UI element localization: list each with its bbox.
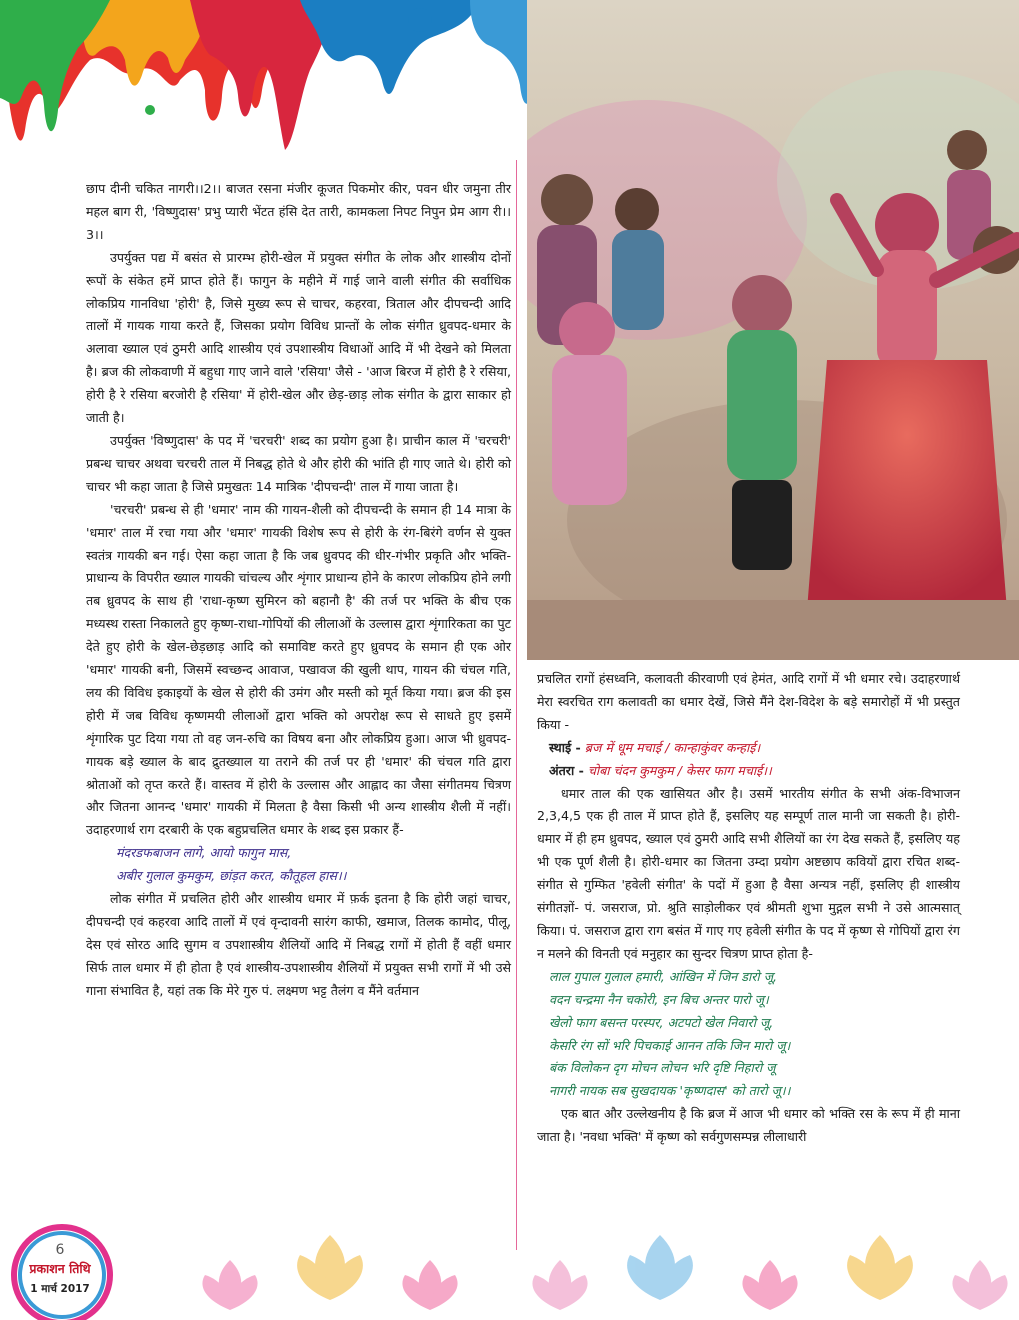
paragraph: उपर्युक्त 'विष्णुदास' के पद में 'चरचरी' शब्द का प्रयोग हुआ है। प्राचीन काल में 'चरचरी' प्रबन्ध चाचर अथवा चरचरी ताल में निबद्ध होते थे और होरी की भांति ही गाए जाते थे। होरी को चाचर भी कहा जाता है जिसे प्रमुखतः 14 मात्रिक 'दीपचन्दी' ताल में गाया जाता है।	[86, 432, 511, 494]
lotus-footer	[0, 1180, 1019, 1320]
verse-block	[86, 842, 511, 888]
holi-dance-photo	[527, 0, 1019, 660]
right-column	[537, 668, 960, 1149]
antara-label: अंतरा -	[549, 762, 584, 778]
verse-line: खेलो फाग बसन्त परस्पर, अटपटो खेल निवारो जू,	[549, 1014, 774, 1030]
antara-text: चोबा चंदन कुमकुम / केसर फाग मचाई।।	[587, 762, 772, 778]
publication-date: 1 मार्च 2017	[30, 1283, 90, 1295]
paragraph: 'चरचरी' प्रबन्ध से ही 'धमार' नाम की गायन-शैली को दीपचन्दी के समान ही 14 मात्रा के 'धमार' ताल में रचा गया और 'धमार' गायकी विशेष रूप से होरी के रंग-बिरंगे वर्णन से युक्त स्वतंत्र गायकी बन गई। ऐसा कहा जाता है कि जब ध्रुवपद की धीर-गंभीर प्रकृति और भक्ति-प्राधान्य के विपरीत ख्याल गायकी चांचल्य और शृंगार प्राधान्य होने के कारण लोकप्रिय होने लगी तब ध्रुवपद के साथ ही 'राधा-कृष्ण सुमिरन को बहानौ है' की तर्ज पर भक्ति के बीच एक मध्यस्थ रास्ता निकालते हुए कृष्ण-राधा-गोपियों की लीलाओं के उल्लास द्वारा शृंगारिकता का पुट देते हुए होरी के खेल-छेड़छाड़ आदि को समाविष्ट करते हुए ध्रुवपद के समान ही एक ओर 'धमार' गायकी बनी, जिसमें स्वच्छन्द आवाज, पखावज की खुली थाप, गायन की चंचल गति, लय की विविध इकाइयों के खेल से होरी की उमंग और मस्ती को मूर्त किया गया। ब्रज की इस होरी में जब विविध कृष्णमयी लीलाओं द्वारा भक्ति को अपरोक्ष रूप से साधते हुए इसमें शृंगारिक पुट दिया गया तो वह जन-रुचि का विषय बना और लोकप्रिय हुआ। आज भी ध्रुवपद-गायक बड़े ख्याल के बाद द्रुतख्याल या तराने की तर्ज पर ही 'धमार' की चंचल गति द्वारा श्रोताओं को तृप्त करते हैं। वास्तव में होरी के उल्लास और आह्लाद का जैसा संगीतमय चित्रण और जितना आनन्द 'धमार' गायकी में मिलता है वैसा किसी भी अन्य शास्त्रीय शैली में नहीं। उदाहरणार्थ राग दरबारी के एक बहुप्रचलित धमार के शब्द इस प्रकार हैं-	[86, 501, 511, 838]
column-divider	[516, 160, 517, 1250]
verse-line: बंक विलोकन दृग मोचन लोचन भरि दृष्टि निहारो जू	[549, 1060, 776, 1076]
verse-line: वदन चन्द्रमा नैन चकोरी, इन बिच अन्तर पारो जू।	[549, 991, 769, 1007]
photo-illustration	[527, 0, 1019, 660]
page-number: 6	[55, 1242, 65, 1258]
left-column	[86, 178, 511, 1003]
verse-line: मंदरडफबाजन लागे, आयो फागुन मास,	[116, 845, 292, 861]
sthayi-label: स्थाई -	[549, 739, 581, 755]
paragraph: छाप दीनी चकित नागरी।।2।। बाजत रसना मंजीर कूजत पिकमोर कीर, पवन धीर जमुना तीर महल बाग री, 'विष्णुदास' प्रभु प्यारी भेंटत हंसि देत तारी, कामकला निपट निपुन प्रेम आग री।।3।।	[86, 181, 511, 242]
paragraph: धमार ताल की एक खासियत और है। उसमें भारतीय संगीत के सभी अंक-विभाजन 2,3,4,5 एक ही ताल में प्राप्त होते हैं, इसलिए यह सम्पूर्ण ताल मानी जा सकती है। होरी-धमार में ही हम ध्रुवपद, ख्याल एवं ठुमरी आदि सभी शैलियों का रंग देख सकते हैं, इसलिए यह भी एक पूर्ण शैली है। होरी-धमार का जितना उम्दा प्रयोग अष्टछाप कवियों द्वारा रचित शब्द-संगीत से गुम्फित 'हवेली संगीत' के पदों में हुआ है वैसा अन्यत्र नहीं, इसलिए ही शास्त्रीय संगीतज्ञों- पं. जसराज, प्रो. श्रुति साड़ोलीकर एवं श्रीमती शुभा मुद्गल सभी ने उसे आत्मसात् किया। पं. जसराज द्वारा राग बसंत में गाए गए हवेली संगीत के पद में कृष्ण से गोपियों द्वारा रंग न मलने की विनती एवं मनुहार का सुन्दर चित्रण प्राप्त होता है-	[537, 785, 960, 961]
verse-line: अबीर गुलाल कुमकुम, छांड़त करत, कौतूहल हास।।	[116, 868, 347, 884]
verse-line: लाल गुपाल गुलाल हमारी, आंखिन में जिन डारो जू,	[549, 968, 778, 984]
antara-line	[537, 760, 960, 783]
paragraph: प्रचलित रागों हंसध्वनि, कलावती कीरवाणी एवं हेमंत, आदि रागों में भी धमार रचे। उदाहरणार्थ मेरा स्वरचित राग कलावती का धमार देखें, जिसे मैंने देश-विदेश के बड़े समारोहों में भी प्रस्तुत किया -	[537, 671, 960, 732]
paragraph: उपर्युक्त पद्य में बसंत से प्रारम्भ होरी-खेल में प्रयुक्त संगीत के लोक और शास्त्रीय दोनों रूपों के संकेत हमें प्राप्त होते हैं। फागुन के महीने में गाई जाने वाली संगीत की सर्वाधिक लोकप्रिय गानविधा 'होरी' है, जिसे मुख्य रूप से चाचर, कहरवा, त्रिताल और दीपचन्दी आदि तालों में गायक गाया करते हैं, जिसका प्रयोग विविध प्रान्तों के लोक संगीत ध्रुवपद-धमार के अलावा ख्याल एवं ठुमरी आदि शास्त्रीय एवं उपशास्त्रीय विधाओं आदि में भी देखने को मिलता है। ब्रज की लोकवाणी में बहुधा गाए जाने वाले 'रसिया' जैसे - 'आज बिरज में होरी है रे रसिया, होरी है रे रसिया बरजोरी है रसिया' में होरी-खेल और छेड़-छाड़ लोक संगीत के द्वारा साकार हो जाती है।	[86, 249, 511, 426]
publication-badge	[12, 1240, 108, 1316]
verse-block	[537, 966, 960, 1103]
verse-line: केसरि रंग सों भरि पिचकाई आनन तकि जिन मारो जू।	[549, 1037, 791, 1053]
paragraph: एक बात और उल्लेखनीय है कि ब्रज में आज भी धमार को भक्ति रस के रूप में ही माना जाता है। 'नवधा भक्ति' में कृष्ण को सर्वगुणसम्पन्न लीलाधारी	[537, 1106, 960, 1145]
sthayi-line	[537, 737, 960, 760]
publication-date-label: प्रकाशन तिथि	[29, 1261, 91, 1276]
sthayi-text: ब्रज में धूम मचाई / कान्हाकुंवर कन्हाई।	[584, 739, 761, 755]
paragraph: लोक संगीत में प्रचलित होरी और शास्त्रीय धमार में फ़र्क इतना है कि होरी जहां चाचर, दीपचन्दी एवं कहरवा आदि तालों में एवं वृन्दावनी सारंग काफी, खमाज, तिलक कामोद, पीलू, देस एवं सोरठ आदि सुगम व उपशास्त्रीय शैलियों आदि में निबद्ध रागों में होती हैं वहीं धमार सिर्फ ताल धमार में ही होता है एवं शास्त्रीय-उपशास्त्रीय शैलियों में प्रयुक्त सभी रागों में भी उसे गाना संभावित है, यहां तक कि मेरे गुरु पं. लक्ष्मण भट्ट तैलंग व मैंने वर्तमान	[86, 891, 511, 998]
verse-line: नागरी नायक सब सुखदायक 'कृष्णदास' को तारो जू।।	[549, 1083, 791, 1099]
